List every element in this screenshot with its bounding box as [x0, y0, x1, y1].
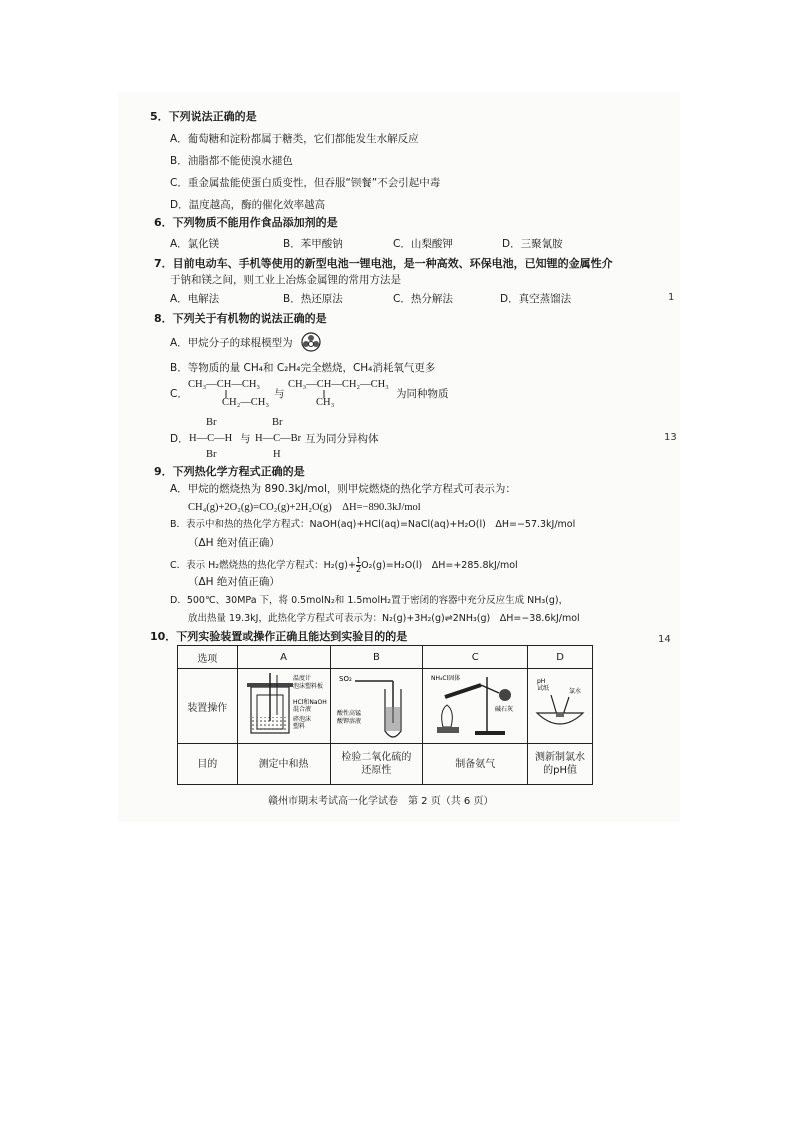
label-test-paper: 试纸: [537, 685, 550, 692]
q7-stem: 7．目前电动车、手机等使用的新型电池一锂电池，是一种高效、环保电池，已知锂的金属性介: [154, 257, 613, 270]
q6-stem: 6．下列物质不能用作食品添加剂的是: [154, 216, 338, 229]
q7-stem-cont: 于钠和镁之间，则工业上冶炼金属锂的常用方法是: [170, 274, 401, 286]
q8-c-formula1-bottom: CH₂—CH₃: [222, 397, 269, 408]
purpose-b: 检验二氧化硫的还原性: [330, 744, 423, 785]
label-kmno4-1: 酸性高锰: [337, 710, 362, 717]
q8-d-formula1-bottom: Br: [206, 449, 217, 460]
q8-stem: 8．下列关于有机物的说法正确的是: [154, 312, 327, 325]
table-header-cell: 选项: [178, 646, 238, 669]
q8-option-a: A．甲烷分子的球棍模型为: [170, 337, 293, 349]
q8-option-b: B．等物质的量 CH₄和 C₂H₄完全燃烧，CH₄消耗氧气更多: [170, 362, 436, 374]
table-header-cell: B: [330, 646, 423, 669]
label-soda-lime: 碱石灰: [495, 706, 514, 713]
apparatus-c: [423, 669, 528, 744]
label-plastic: 塑料: [292, 723, 305, 730]
ph-paper-dish-icon: [529, 671, 591, 741]
q8-c-formula2-top: CH₃—CH—CH₂—CH₃: [288, 379, 389, 390]
table-header-cell: D: [528, 646, 593, 669]
q9-option-d-line2: 放出热量 19.3kJ，此热化学方程式可表示为：N₂(g)+3H₂(g)⇌2NH₃(g) ΔH=−38.6kJ/mol: [188, 613, 580, 624]
label-thermometer: 温度计: [292, 675, 311, 682]
label-kmno4-2: 酸钾溶液: [337, 718, 362, 725]
label-chlorine-water: 氯水: [569, 688, 582, 695]
q5-stem: 5．下列说法正确的是: [150, 110, 257, 123]
q8-d-with: 与: [240, 433, 251, 445]
margin-mark: 13: [664, 432, 677, 443]
q9-option-a-line1: A．甲烷的燃烧热为 890.3kJ/mol，则甲烷燃烧的热化学方程式可表示为：: [170, 483, 516, 495]
q8-d-formula1-top: Br: [206, 417, 217, 428]
q9-stem: 9．下列热化学方程式正确的是: [154, 465, 305, 478]
apparatus-b: [330, 669, 423, 744]
purpose-a: 测定中和热: [237, 744, 330, 785]
q10-stem: 10．下列实验装置或操作正确且能达到实验目的的是: [150, 630, 408, 643]
q8-d-formula2-mid: H—C—Br: [255, 433, 302, 444]
q8-option-c-label: C．: [170, 388, 188, 400]
q7-option-a: A．电解法: [170, 293, 220, 305]
label-solution: HCl和NaOH: [292, 699, 327, 706]
ammonia-setup-icon: [425, 671, 525, 741]
q8-d-formula2-top: Br: [272, 417, 283, 428]
table-header-cell: A: [237, 646, 330, 669]
q5-option-a: A．葡萄糖和淀粉都属于糖类，它们都能发生水解反应: [170, 133, 419, 145]
q8-c-formula1-top: CH₃—CH—CH₃: [188, 379, 261, 390]
label-so2: SO₂: [339, 675, 353, 683]
page-footer: 赣州市期末考试高一化学试卷 第 2 页（共 6 页）: [268, 796, 494, 807]
margin-mark: 1: [668, 292, 675, 303]
row-label-purpose: 目的: [178, 744, 238, 785]
experiment-table: [177, 645, 593, 785]
q6-option-d: D．三聚氰胺: [502, 238, 563, 250]
q8-d-formula2-bottom: H: [273, 449, 281, 460]
q6-option-c: C．山梨酸钾: [393, 238, 453, 250]
q8-d-formula1-mid: H—C—H: [189, 433, 233, 444]
apparatus-d: [528, 669, 593, 744]
q9-option-a-line2: CH₄(g)+2O₂(g)=CO₂(g)+2H₂O(g) ΔH=−890.3kJ/mol: [188, 502, 421, 513]
margin-mark: 14: [658, 634, 671, 645]
test-tube-gas-icon: [331, 671, 421, 741]
q7-option-d: D．真空蒸馏法: [500, 293, 572, 305]
q6-option-a: A．氯化镁: [170, 238, 220, 250]
q6-option-b: B．苯甲酸钠: [283, 238, 343, 250]
q8-c-formula2-bottom: CH₃: [316, 397, 335, 408]
label-mixture: 混合液: [292, 706, 311, 713]
label-foam-bits: 碎泡沫: [292, 716, 311, 723]
row-label-apparatus: 装置操作: [178, 669, 238, 744]
purpose-c: 制备氨气: [423, 744, 528, 785]
q9-option-c-line1: C．表示 H₂燃烧热的热化学方程式：H₂(g)+ $\frac{1}{2}$ O₂(g)=H₂O(l) ΔH=+285.8kJ/mol: [170, 556, 518, 574]
label-nh4cl: NH₄Cl固体: [431, 675, 461, 682]
q9-option-c-line2: （ΔH 绝对值正确）: [188, 576, 280, 588]
q9-option-b-line2: （ΔH 绝对值正确）: [188, 537, 280, 549]
q8-d-tail: 互为同分异构体: [305, 433, 379, 445]
fraction-one-half: $\frac{1}{2}$: [355, 556, 362, 574]
q9-option-d-line1: D．500℃、30MPa 下，将 0.5molN₂和 1.5molH₂置于密闭的容器中充分反应生成 NH₃(g)，: [170, 595, 569, 606]
q9-option-b-line1: B．表示中和热的热化学方程式：NaOH(aq)+HCl(aq)=NaCl(aq)+H₂O(l) ΔH=−57.3kJ/mol: [170, 519, 576, 530]
q5-option-d: D．温度越高，酶的催化效率越高: [170, 199, 326, 211]
q7-option-c: C．热分解法: [393, 293, 453, 305]
methane-ball-model-icon: [298, 331, 324, 353]
purpose-d: 测新制氯水的pH值: [528, 744, 593, 785]
apparatus-a: [237, 669, 330, 744]
q8-c-with: 与: [274, 388, 285, 400]
q5-option-b: B．油脂都不能使溴水褪色: [170, 155, 293, 167]
label-foam-board: 泡沫塑料板: [292, 683, 323, 690]
label-ph: pH: [537, 678, 546, 685]
q8-c-tail: 为同种物质: [396, 388, 449, 400]
q5-option-c: C．重金属盐能使蛋白质变性，但吞服“钡餐”不会引起中毒: [170, 177, 441, 189]
q8-option-d-label: D．: [170, 433, 189, 445]
calorimeter-icon: [239, 671, 329, 741]
table-header-cell: C: [423, 646, 528, 669]
q7-option-b: B．热还原法: [283, 293, 343, 305]
